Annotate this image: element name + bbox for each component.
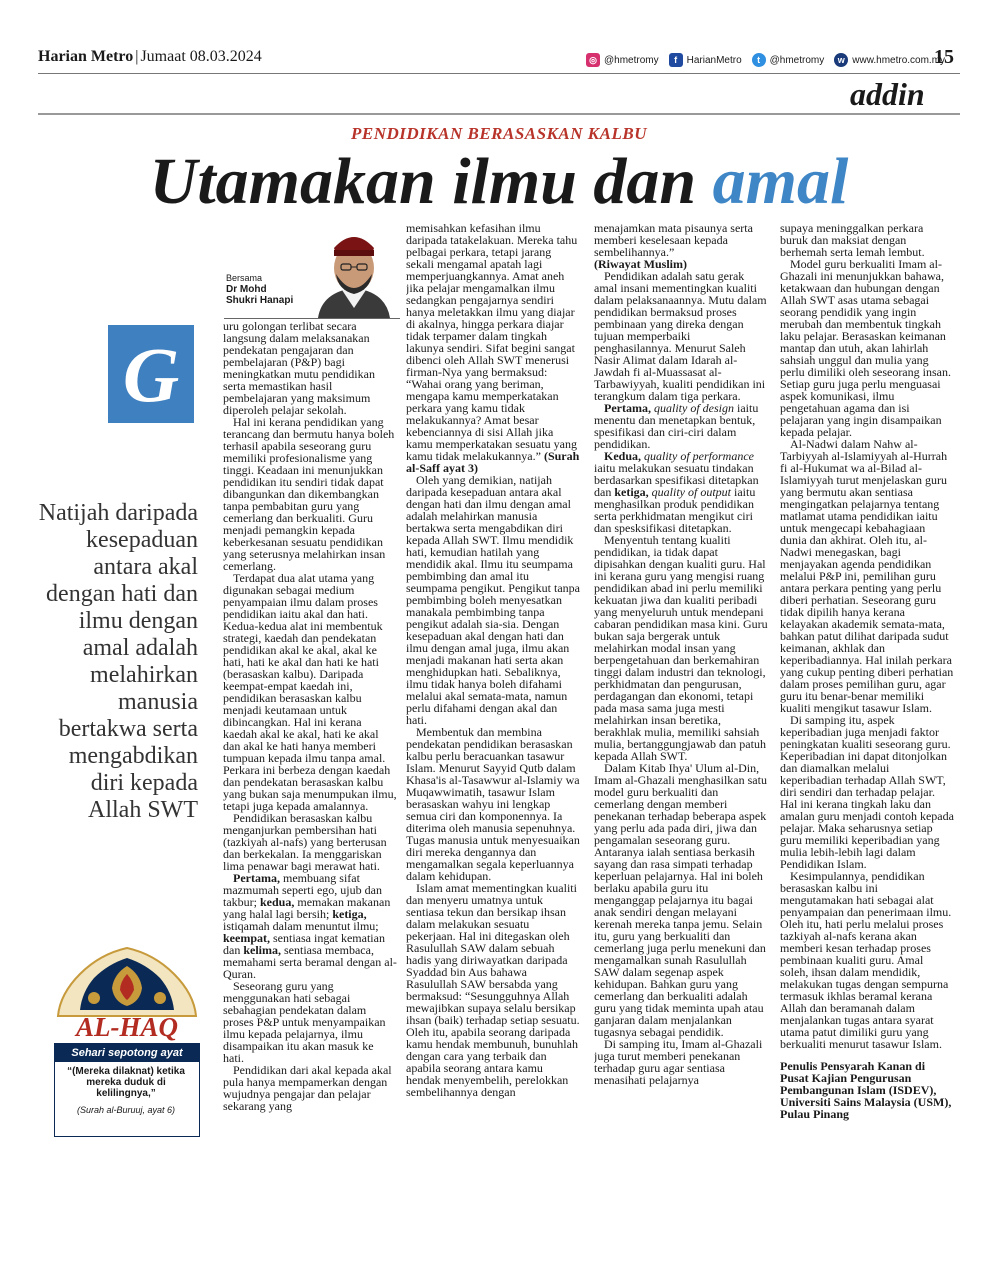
- section-rule: [38, 113, 960, 115]
- paragraph: Di samping itu, aspek keperibadian juga menjadi faktor peningkatan kualiti seseorang guru. Keperibadian ini dapat ditonjolkan dan diamalkan melalui keperibadian terhadap Allah SWT, diri sendiri dan terhadap pelajar. Hal ini kerana tingkah laku dan amalan guru menjadi contoh kepada pelajar. Maka seharusnya setiap guru memiliki keperibadian yang mulia lebih-lebih lagi dalam Pendidikan Islam.: [780, 713, 954, 871]
- ornament-icon: [54, 944, 200, 1018]
- website-link[interactable]: www.hmetro.com.my: [852, 54, 946, 66]
- paragraph: Pertama, membuang sifat mazmumah seperti ego, ujub dan takbur; kedua, memakan makanan yang halal lagi bersih; ketiga, istiqamah dalam menuntut ilmu; keempat, sentiasa ingat kematian dan kelima, sentiasa membaca, memahami serta beramal dengan al-Quran.: [223, 871, 397, 981]
- web-icon: w: [834, 53, 848, 67]
- headline-main: Utamakan ilmu dan: [149, 145, 697, 218]
- paragraph: Pendidikan dari akal kepada akal pula hanya mempamerkan dengan wujudnya pengajar dan pelajar sekarang yang: [223, 1063, 392, 1113]
- byline: [226, 273, 293, 306]
- paragraph: Hal ini kerana pendidikan yang terancang dan bermutu hanya boleh terhasil apabila seseorang guru memiliki profesionalisme yang tinggi. Keadaan ini menunjukkan pendidikan itu sendiri tidak dapat dibangunkan dan dikembangkan tanpa pembabitan guru yang cemerlang dan berkualiti. Guru menjadi pemangkin kepada keberkesanan sesuatu pendidikan yang seterusnya melahirkan insan cemerlang.: [223, 415, 395, 573]
- article-column-1: [223, 320, 397, 1220]
- paragraph: Kesimpulannya, pendidikan berasaskan kalbu ini mengutamakan hati sebagai alat penyampaian dan penerimaan ilmu. Oleh itu, hati perlu melalui proses tazkiyah al-nafs kerana akan memberi kesan terhadap proses pembinaan kualiti guru. Amal soleh, ihsan dalam mendidik, melakukan tugas dengan sempurna termasuk ikhlas beramal kerana Allah dan beramanah dalam menjalankan tugas antara syarat utama patut dimiliki guru yang berkualiti menurut tasawur Islam.: [780, 869, 952, 1051]
- paragraph: Islam amat mementingkan kualiti dan menyeru umatnya untuk sentiasa tekun dan bersikap ihsan dalam melakukan sesuatu pekerjaan. Hal ini ditegaskan oleh Rasulullah SAW dalam sebuah hadis yang diriwayatkan daripada Syaddad bin Aus bahawa Rasulullah SAW bersabda yang bermaksud: “Sesungguhnya Allah mewajibkan supaya selalu bersikap ihsan (baik) terhadap setiap sesuatu. Oleh itu, apabila seorang daripada kamu hendak membunuh, bunuhlah dengan cara yang terbaik dan apabila seorang antara kamu hendak menyembelih, perelokkan sembelihannya dengan: [406, 881, 580, 1099]
- paragraph: Model guru berkualiti Imam al-Ghazali ini menunjukkan bahawa, ketakwaan dan hubungan dengan Allah SWT asas utama sebagai seorang pendidik yang ingin merubah dan membentuk tingkah laku pelajar. Berasaskan keimanan mantap dan utuh, akan lahirlah sahsiah unggul dan mulia yang perlu dimiliki oleh seseorang insan. Setiap guru juga perlu menguasai aspek komunikasi, ilmu pengetahuan agama dan isi pelajaran yang ingin disampaikan kepada pelajar.: [780, 257, 951, 439]
- paragraph: Al-Nadwi dalam Nahw al-Tarbiyyah al-Islamiyyah al-Hurrah fi al-Hukumat wa al-Bilad al-Islamiyyah turut menjelaskan guru yang bermutu akan sentiasa mengingatkan pelajarnya tentang matlamat utama pendidikan iaitu untuk mengecapi kebahagiaan dunia dan akhirat. Oleh itu, al-Nadwi menegaskan, bagi menjayakan agenda pendidikan melalui P&P ini, pemilihan guru antara perkara penting yang perlu diberi perhatian. Seseorang guru tidak dipilih hanya kerana kelayakan akademik semata-mata, bahkan patut dilihat daripada sudut keimanan, akhlak dan keperibadiannya. Hal inilah perkara yang cukup penting diberi perhatian dalam proses pemilihan guru, agar guru itu benar-benar memiliki kualiti mengikut tasawur Islam.: [780, 437, 954, 715]
- paragraph: menajamkan mata pisaunya serta memberi keselesaan kepada sembelihannya.”: [594, 222, 753, 259]
- paragraph: Pertama, quality of design iaitu menentu dan menetapkan bentuk, spesifikasi dan ciri-ciri dalam pendidikan.: [594, 401, 759, 451]
- paragraph: memisahkan kefasihan ilmu daripada tatakelakuan. Mereka tahu pelbagai perkara, tetapi jarang sekali mengamal apatah lagi memperjuangkannya. Amat aneh jika pelajar mengamalkan ilmu sedangkan pengajarnya sendiri hanya meletakkan ilmu yang diajar di akalnya, hingga perkara diajar tidak terpamer dalam tingkah lakunya sendiri. Sifat begini sangat dibenci oleh Allah SWT menerusi firman-Nya yang bermaksud: “Wahai orang yang beriman, mengapa kamu memperkatakan perkara yang kamu tidak melakukannya? Amat besar kebenciannya di sisi Allah jika kamu memperkatakan sesuatu yang kamu tidak melakukannya.” (Surah al-Saff ayat 3): [406, 222, 580, 475]
- header-rule: [38, 73, 960, 74]
- drop-cap: G: [108, 325, 194, 423]
- paragraph: Kedua, quality of performance iaitu melakukan sesuatu tindakan berdasarkan spesifikasi ditetapkan dan ketiga, quality of output iaitu menghasilkan produk pendidikan serta perkhidmatan mengikut ciri dan spesksifikasi ditetapkan.: [594, 449, 759, 535]
- kicker: PENDIDIKAN BERASASKAN KALBU: [351, 124, 647, 143]
- paragraph: Oleh yang demikian, natijah daripada kesepaduan antara akal dengan hati dan ilmu dengan amal adalah melahirkan manusia bertakwa serta mengabdikan diri kepada Allah SWT. Ilmu mendidik hati, kemudian hatilah yang mendidik akal. Ilmu itu seumpama pembimbing dan amal itu seumpama pengikut. Pengikut tanpa pembimbing boleh menyesatkan manakala pembimbing tanpa pengikut adalah sia-sia. Dengan kesepaduan akal dengan hati dan ilmu dengan amal juga, ilmu akan menjadi makanan hati serta akan menghidupkan hati. Sebaliknya, ilmu tidak hanya boleh difahami melalui akal semata-mata, namun perlu difahami dengan akal dan hati.: [406, 473, 580, 727]
- section-name: addin: [850, 76, 925, 112]
- facebook-icon: f: [669, 53, 683, 67]
- headline-accent: amal: [712, 145, 849, 218]
- issue-date: Jumaat 08.03.2024: [140, 48, 262, 65]
- paragraph: Pendidikan adalah satu gerak amal insani mementingkan kualiti dalam pelaksanaannya. Mutu dalam pendidikan bermaksud proses pembinaan yang direka dengan tujuan memperbaiki penghasilannya. Menurut Saleh Nasir Alimat dalam Idarah al-Jawdah fi al-Muassasat al-Tarbawiyyah, kualiti pendidikan ini terangkum dalam tiga perkara.: [594, 269, 767, 403]
- al-haq-title: AL-HAQ: [75, 1012, 178, 1042]
- instagram-handle[interactable]: @hmetromy: [604, 54, 659, 66]
- pull-quote: Natijah daripada kesepaduan antara akal dengan hati dan ilmu dengan amal adalah melahirkan manusia bertakwa serta mengabdikan diri kepada Allah SWT: [38, 500, 198, 823]
- al-haq-quote: “(Mereka dilaknat) ketika mereka duduk di kelilingnya,”: [67, 1066, 185, 1099]
- paragraph: Dalam Kitab Ihya' Ulum al-Din, Imam al-Ghazali menghasilkan satu model guru berkualiti dan cemerlang dengan memberi penekanan terhadap beberapa aspek yang perlu ada pada diri, jiwa dan pengamalan seseorang guru. Antaranya ialah sentiasa berkasih sayang dan rasa simpati terhadap keperluan pelajarnya. Hal ini boleh berlaku apabila guru itu menganggap pelajarnya itu bagai anak sendiri dengan melayani kerenah mereka tanpa jemu. Selain itu, guru yang berkualiti dan cemerlang juga perlu menekuni dan mengamalkan sunah Rasulullah SAW dalam segenap aspek kehidupan. Bahkan guru yang cemerlang dan berkualiti adalah guru yang tidak meminta upah atau ganjaran dalam menjalankan tugasnya sebagai pendidik.: [594, 761, 767, 1039]
- paragraph: uru golongan terlibat secara langsung dalam melaksanakan pendekatan pengajaran dan pembelajaran (P&P) bagi meningkatkan mutu pendidikan serta memastikan hasil pembelajaran yang maksimum diperoleh pelajar sekolah.: [223, 320, 375, 417]
- twitter-handle[interactable]: @hmetromy: [769, 54, 825, 66]
- paragraph: Membentuk dan membina pendekatan pendidikan berasaskan kalbu perlu beracuankan tasawur Islam. Menurut Sayyid Qutb dalam Khasa'is al-Tasawwur al-Islamiy wa Muqawwimatih, tasawur Islam berasaskan wahyu ini lengkap semua ciri dan komponennya. Ia diterima oleh manusia sepenuhnya. Tugas manusia untuk menyesuaikan diri mereka dengannya dan mengamalkan segala keperluannya dalam kehidupan.: [406, 725, 580, 883]
- masthead: [38, 48, 262, 66]
- masthead-separator: |: [135, 48, 139, 65]
- headline: [0, 142, 998, 222]
- page-number: 15: [934, 46, 954, 68]
- instagram-icon: ◎: [586, 53, 600, 67]
- paragraph: Seseorang guru yang menggunakan hati sebagai sebahagian pendekatan dalam proses P&P untuk menyampaikan ilmu kepada pelajarnya, ilmu disampaikan itu akan masuk ke hati.: [223, 979, 386, 1065]
- author-bio: Penulis Pensyarah Kanan di Pusat Kajian Pengurusan Pembangunan Islam (ISDEV), Universiti Sains Malaysia (USM), Pulau Pinang: [780, 1059, 952, 1121]
- al-haq-reference: (Surah al-Buruuj, ayat 6): [76, 1105, 176, 1115]
- twitter-icon: t: [752, 53, 766, 67]
- author-name-2: Shukri Hanapi: [226, 295, 294, 306]
- byline-rule: [224, 318, 400, 319]
- paragraph: Pendidikan berasaskan kalbu menganjurkan pembersihan hati (tazkiyah al-nafs) yang berterusan dan berkekalan. Ia menggariskan lima penawar bagi merawat hati.: [223, 811, 387, 873]
- al-haq-subtitle: Sehari sepotong ayat: [55, 1044, 199, 1062]
- paragraph: Menyentuh tentang kualiti pendidikan, ia tidak dapat dipisahkan dengan kualiti guru. Hal ini kerana guru yang mengisi ruang pendidikan abad ini perlu memiliki kekuatan jiwa dan kualiti peribadi yang menyeluruh untuk mendepani cabaran pendidikan masa kini. Guru bukan saja bergerak untuk melahirkan modal insan yang berpengetahuan dan berkemahiran tinggi dalam industri dan teknologi, perkhidmatan dan pengurusan, perdagangan dan ekonomi, tetapi pada masa sama juga mesti melahirkan insan beretika, berakhlak mulia, memiliki sahsiah mulia, bertanggungjawab dan patuh kepada Allah SWT.: [594, 533, 768, 763]
- paragraph: Di samping itu, Imam al-Ghazali juga turut memberi penekanan terhadap guru agar sentiasa menasihati pelajarnya: [594, 1037, 763, 1087]
- paragraph: supaya meninggalkan perkara buruk dan maksiat dengan berhemah serta lemah lembut.: [780, 222, 925, 259]
- facebook-handle[interactable]: HarianMetro: [686, 54, 742, 66]
- author-photo: [312, 218, 396, 318]
- paragraph: Terdapat dua alat utama yang digunakan sebagai medium penyampaian ilmu dalam proses pendidikan iaitu akal dan hati. Kedua-kedua alat ini membentuk strategi, kaedah dan pendekatan pendidikan akal ke akal, akal ke hati, hati ke akal dan hati ke hati (berasaskan kalbu). Daripada keempat-empat kaedah ini, pendidikan berasaskan kalbu menjadi keutamaan untuk dibincangkan. Hal ini kerana kaedah akal ke akal, hati ke akal dan akal ke hati hanya memberi tumpuan kepada ilmu tanpa amal. Perkara ini berbeza dengan kaedah dan pendekatan berasaskan kalbu yang bukan saja menumpukan ilmu, tetapi juga kepada amalannya.: [223, 571, 397, 813]
- paper-name: Harian Metro: [38, 48, 134, 65]
- article-column-3: [594, 222, 768, 1222]
- social-bar: [586, 52, 945, 68]
- byline-prefix: Bersama: [226, 273, 263, 283]
- paragraph: (Riwayat Muslim): [594, 257, 687, 271]
- article-column-4: [780, 222, 954, 1222]
- author-name-1: Dr Mohd: [226, 284, 267, 295]
- article-column-2: [406, 222, 580, 1222]
